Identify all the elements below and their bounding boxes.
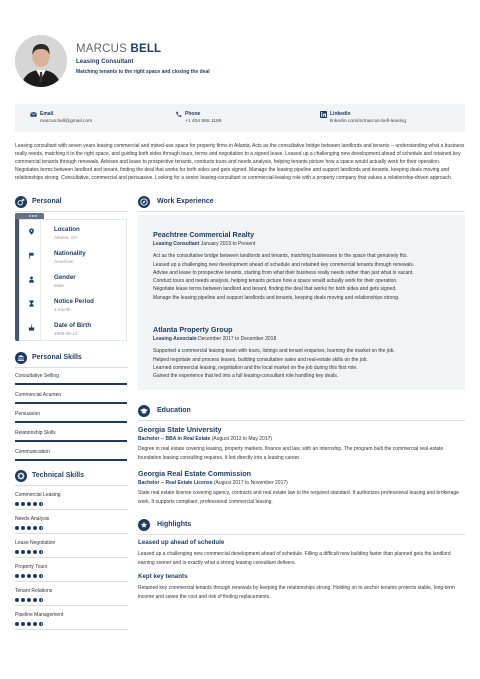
rating-dot: [39, 598, 43, 602]
rating-dot: [27, 622, 31, 626]
education-entry: [138, 469, 465, 506]
job-line: Negotiate lease terms between landlord and tenant, finding the deal that works for both sides and gets signed.: [153, 286, 397, 293]
skill-divider: [15, 509, 127, 510]
education-entry: [138, 425, 465, 462]
contact-value: marcus.bell@gmail.com: [40, 119, 93, 124]
personal-key: Notice Period: [54, 298, 94, 305]
degree-line: [138, 436, 465, 443]
contact-label: Phone: [185, 111, 201, 117]
personal-row-location: [20, 220, 128, 244]
rating-dot: [33, 574, 37, 578]
contact-label: Email: [40, 111, 54, 117]
linkedin-icon: [320, 111, 327, 118]
rating-dot: [21, 550, 25, 554]
rating-dot: [39, 622, 43, 626]
degree: Bachelor -- Real Estate License: [138, 479, 213, 486]
rating-dot: [27, 550, 31, 554]
technical-skill: [15, 612, 127, 619]
technical-skill: [15, 588, 127, 595]
personal-skill: [15, 430, 127, 437]
job-meta: [153, 336, 455, 343]
contact-value: linkedin.com/in/marcus-bell-leasing: [330, 119, 407, 124]
star-icon: [138, 519, 150, 531]
company-name: Peachtree Commercial Realty: [153, 230, 255, 239]
row-separator: [40, 292, 41, 316]
rating-dot: [27, 598, 31, 602]
personal-card: [15, 213, 128, 343]
person-icon: [28, 276, 35, 283]
degree-dates: (August 2017 to November 2017): [213, 479, 288, 486]
personal-value: 1 month: [54, 307, 71, 312]
cake-icon: [28, 324, 35, 331]
candidate-name: [76, 42, 161, 58]
rating-dot: [21, 622, 25, 626]
contact-label: Linkedin: [330, 111, 351, 117]
divider: [138, 420, 465, 421]
divider: [15, 367, 128, 368]
rating-dot: [33, 550, 37, 554]
skill-bar: [15, 459, 127, 461]
personal-panel: [19, 219, 127, 341]
technical-skill: [15, 564, 127, 571]
personal-section-title: Personal: [32, 198, 62, 205]
compass-icon: [138, 196, 150, 208]
technical-skill: [15, 492, 127, 499]
rating-dot: [39, 550, 43, 554]
job-line: Leased up a challenging new development ahead of schedule and retained key commercial tenants through renewals.: [153, 261, 415, 268]
hourglass-icon: [28, 300, 35, 307]
personal-skill: [15, 411, 127, 418]
skill-rating: [15, 501, 45, 507]
rating-dot: [15, 550, 19, 554]
highlight-heading: Kept key tenants: [138, 573, 188, 580]
job-entry: [153, 325, 455, 380]
skill-bar: [15, 421, 127, 423]
rating-dot: [39, 502, 43, 506]
divider: [138, 534, 465, 535]
rating-dot: [33, 526, 37, 530]
job-line: Conduct tours and needs analysis, helping tenants picture how a space would actually work for their operation.: [153, 278, 398, 285]
highlights-title: Highlights: [157, 521, 192, 528]
job-meta: [153, 241, 455, 248]
job-description: [153, 252, 455, 302]
gear-icon: [15, 470, 27, 482]
job-line: Learned commercial leasing, negotiation and the local market on the job during this first role.: [153, 364, 358, 371]
location-pin-icon: [28, 228, 35, 235]
personal-skill: [15, 373, 127, 380]
skill-divider: [15, 605, 127, 606]
gender-icon: [15, 196, 27, 208]
row-separator: [40, 316, 41, 340]
highlight-heading: Leased up ahead of schedule: [138, 539, 225, 546]
skill-divider: [15, 581, 127, 582]
job-entry: [153, 230, 455, 302]
job-line: Advise and lease to prospective tenants, starting from what their business really needs rather than just what is vacant.: [153, 269, 414, 276]
rating-dot: [15, 622, 19, 626]
envelope-icon: [30, 111, 37, 118]
rating-dot: [21, 574, 25, 578]
contact-value: +1 404 555 1169: [185, 119, 222, 124]
rating-dot: [27, 574, 31, 578]
rating-dot: [21, 526, 25, 530]
personal-value: American: [54, 259, 74, 264]
personal-key: Nationality: [54, 250, 86, 257]
rating-dot: [33, 502, 37, 506]
work-experience-panel: [138, 215, 465, 390]
personal-row-gender: [20, 268, 128, 292]
skill-rating: [15, 525, 45, 531]
phone-icon: [175, 111, 182, 118]
rating-dot: [21, 502, 25, 506]
rating-dot: [39, 526, 43, 530]
personal-key: Date of Birth: [54, 322, 92, 329]
skill-name: Relationship Skills: [15, 430, 56, 436]
work-experience-title: Work Experience: [157, 198, 214, 205]
job-line: Gained the experience that led into a full leasing-consultant role handling key deals.: [153, 373, 339, 380]
personal-skill: [15, 392, 127, 399]
first-name: MARCUS: [76, 43, 128, 55]
personal-row-dob: [20, 316, 128, 340]
job-line: Helped negotiate and process leases, building consultative sales and real-estate skills on the job.: [153, 356, 368, 363]
avatar: [15, 35, 67, 87]
school-name: Georgia State University: [138, 425, 222, 434]
personal-skill: [15, 449, 127, 456]
school-name: Georgia Real Estate Commission: [138, 469, 252, 478]
rating-dot: [21, 598, 25, 602]
degree-dates: (August 2013 to May 2017): [211, 435, 273, 442]
job-dates: January 2019 to Present: [200, 240, 256, 247]
rating-dot: [27, 502, 31, 506]
education-description: Degree in real estate covering leasing, property markets, finance and law, with an internship. The program built the commercial real-estate foundation leasing consulting requires. It led directly into a leasing career.: [138, 446, 444, 461]
rating-dot: [15, 574, 19, 578]
degree-line: [138, 480, 465, 487]
skill-rating: [15, 621, 45, 627]
job-position: Leasing Consultant: [153, 240, 200, 247]
job-line: Act as the consultative bridge between landlords and tenants, matching businesses to the space that genuinely fits.: [153, 253, 408, 260]
graduation-cap-icon: [138, 405, 150, 417]
highlight-text: Leased up a challenging new commercial development ahead of schedule. Filling a difficult new building faster than planned gets the landlord earning sooner and is exactly what a strong leasing consultant delivers.: [138, 551, 451, 566]
job-dates: December 2017 to December 2018: [198, 335, 277, 342]
row-separator: [40, 220, 41, 244]
job-line: Manage the leasing pipeline and support landlords and tenants, keeping deals moving and relationships strong.: [153, 294, 400, 301]
skill-name: Commercial Leasing: [15, 492, 61, 498]
skill-name: Persuasion: [15, 411, 41, 417]
skill-name: Property Tours: [15, 564, 48, 570]
skill-name: Lease Negotiation: [15, 540, 56, 546]
last-name: BELL: [130, 43, 162, 55]
job-line: Supported a commercial leasing team with tours, listings and tenant enquiries, learning the market on the job.: [153, 348, 395, 355]
rating-dot: [15, 526, 19, 530]
technical-skill: [15, 516, 127, 523]
personal-row-nationality: [20, 244, 128, 268]
row-separator: [40, 244, 41, 268]
rating-dot: [15, 502, 19, 506]
skill-rating: [15, 549, 45, 555]
divider: [138, 211, 465, 212]
company-name: Atlanta Property Group: [153, 325, 233, 334]
skill-divider: [15, 533, 127, 534]
rating-dot: [27, 526, 31, 530]
skill-bar: [15, 440, 127, 442]
education-description: State real estate license covering agency, contracts and real estate law to the required standard. It authorizes professional leasing and brokerage work. It supports compliant, professional commercial leasing.: [138, 490, 459, 505]
skill-bar: [15, 402, 127, 404]
rating-dot: [33, 598, 37, 602]
skill-name: Commercial Acumen: [15, 392, 62, 398]
rating-dot: [33, 622, 37, 626]
degree: Bachelor -- BBA in Real Estate: [138, 435, 211, 442]
skill-rating: [15, 597, 45, 603]
skill-name: Pipeline Management: [15, 612, 64, 618]
technical-skill: [15, 540, 127, 547]
highlight-entry: [138, 539, 465, 567]
divider: [15, 211, 128, 212]
divider: [15, 485, 128, 486]
rating-dot: [39, 574, 43, 578]
highlight-text: Retained key commercial tenants through renewals by keeping the relationships strong. Holding on to anchor tenants protects stable, long-term income and saves the cost and risk of finding replacements.: [138, 585, 455, 600]
job-role: Leasing Consultant: [76, 58, 134, 65]
job-description: [153, 347, 455, 380]
skill-divider: [15, 557, 127, 558]
personal-key: Gender: [54, 274, 76, 281]
bank-icon: [15, 352, 27, 364]
skill-rating: [15, 573, 45, 579]
education-title: Education: [157, 407, 191, 414]
rating-dot: [15, 598, 19, 602]
skill-name: Communication: [15, 449, 50, 455]
personal-key: Location: [54, 226, 80, 233]
skill-name: Needs Analysis: [15, 516, 50, 522]
tagline: Matching tenants to the right space and closing the deal: [76, 69, 210, 75]
skill-divider: [15, 629, 127, 630]
personal-skills-title: Personal Skills: [32, 354, 82, 361]
highlight-entry: [138, 573, 465, 601]
personal-value: Atlanta, GA: [54, 235, 78, 240]
contact-bar: [15, 104, 465, 132]
skill-name: Tenant Relations: [15, 588, 53, 594]
personal-row-notice: [20, 292, 128, 316]
row-separator: [40, 268, 41, 292]
personal-value: Male: [54, 283, 64, 288]
profile-summary: Leasing consultant with seven years leasing commercial and mixed-use space for property firms in Atlanta. Acts as the consultative bridge between landlords and tenants -- understanding what a business really needs, matching it to the right space, and guiding both sides through tours, terms and negotiation to a signed lease. Leased up a challenging new development ahead of schedule and retained key commercial tenants through renewals. Advises and lease to prospective tenants, conducts tours and needs analysis, helping tenants picture how a space would actually work for their operation. Negotiates terms between landlord and tenant, finding the deal that works for both sides and gets signed. Manage the leasing pipeline and support landlords and tenants, keeping deals moving and relationships strong. Consultative, commercial and persuasive. Looking for a senior leasing-consultant or commercial-leasing role with a property company that values a relationship-driven approach.: [15, 143, 465, 181]
skill-bar: [15, 383, 127, 385]
job-position: Leasing Associate: [153, 335, 197, 342]
flag-icon: [28, 252, 35, 259]
skill-name: Consultative Selling: [15, 373, 59, 379]
technical-skills-title: Technical Skills: [32, 472, 85, 479]
personal-value: 1995-09-12: [54, 331, 78, 336]
